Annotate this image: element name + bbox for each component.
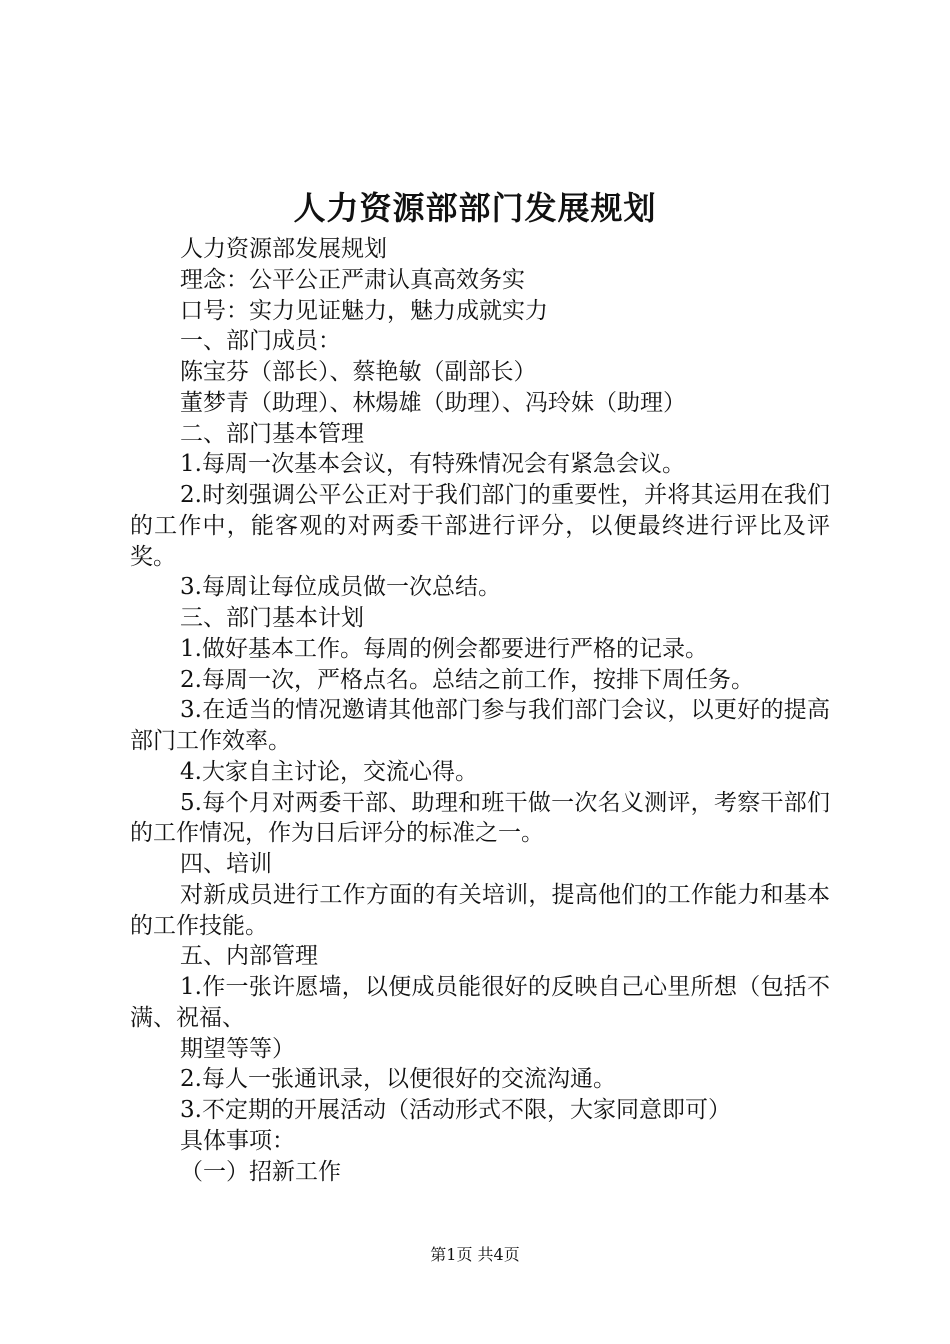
list-item: 2.每人一张通讯录，以便很好的交流沟通。 <box>180 1066 616 1093</box>
section-heading-internal-management: 五、内部管理 <box>180 943 318 970</box>
paragraph-slogan: 口号：实力见证魅力，魅力成就实力 <box>180 297 548 324</box>
page-footer: 第1页 共4页 <box>430 1245 520 1264</box>
document-title: 人力资源部部门发展规划 <box>293 189 657 227</box>
section-heading-basic-plan: 三、部门基本计划 <box>180 605 364 631</box>
paragraph-subtitle: 人力资源部发展规划 <box>180 236 387 262</box>
section-heading-basic-management: 二、部门基本管理 <box>180 420 364 447</box>
section-heading-members: 一、部门成员： <box>180 328 341 355</box>
list-item: 1.每周一次基本会议，有特殊情况会有紧急会议。 <box>180 451 685 478</box>
list-item-continuation: 期望等等） <box>180 1035 295 1062</box>
list-item: 3.在适当的情况邀请其他部门参与我们部门会议，以更好的提高部门工作效率。 <box>130 697 830 754</box>
paragraph-training: 对新成员进行工作方面的有关培训，提高他们的工作能力和基本的工作技能。 <box>130 881 830 939</box>
list-item: 1.作一张许愿墙，以便成员能很好的反映自己心里所想（包括不满、祝福、 <box>130 974 830 1031</box>
section-heading-training: 四、培训 <box>180 851 272 877</box>
subsection-heading-recruitment: （一）招新工作 <box>180 1158 341 1185</box>
list-item: 3.不定期的开展活动（活动形式不限，大家同意即可） <box>180 1097 731 1123</box>
paragraph-members-leaders: 陈宝芬（部长）、蔡艳敏（副部长） <box>180 359 537 385</box>
list-item: 2.时刻强调公平公正对于我们部门的重要性，并将其运用在我们的工作中，能客观的对两委干部进行评分，以便最终进行评比及评奖。 <box>130 482 830 570</box>
section-heading-specifics: 具体事项： <box>180 1127 295 1154</box>
paragraph-members-assistants: 董梦青（助理）、林煬雄（助理）、冯玲妹（助理） <box>180 389 686 416</box>
document-body <box>130 234 830 1187</box>
list-item: 3.每周让每位成员做一次总结。 <box>180 574 501 601</box>
paragraph-philosophy: 理念：公平公正严肃认真高效务实 <box>180 266 525 293</box>
list-item: 1.做好基本工作。每周的例会都要进行严格的记录。 <box>180 635 708 662</box>
list-item: 2.每周一次，严格点名。总结之前工作，按排下周任务。 <box>180 666 754 693</box>
list-item: 4.大家自主讨论，交流心得。 <box>180 758 478 785</box>
list-item: 5.每个月对两委干部、助理和班干做一次名义测评，考察干部们的工作情况，作为日后评分的标准之一。 <box>130 789 830 847</box>
